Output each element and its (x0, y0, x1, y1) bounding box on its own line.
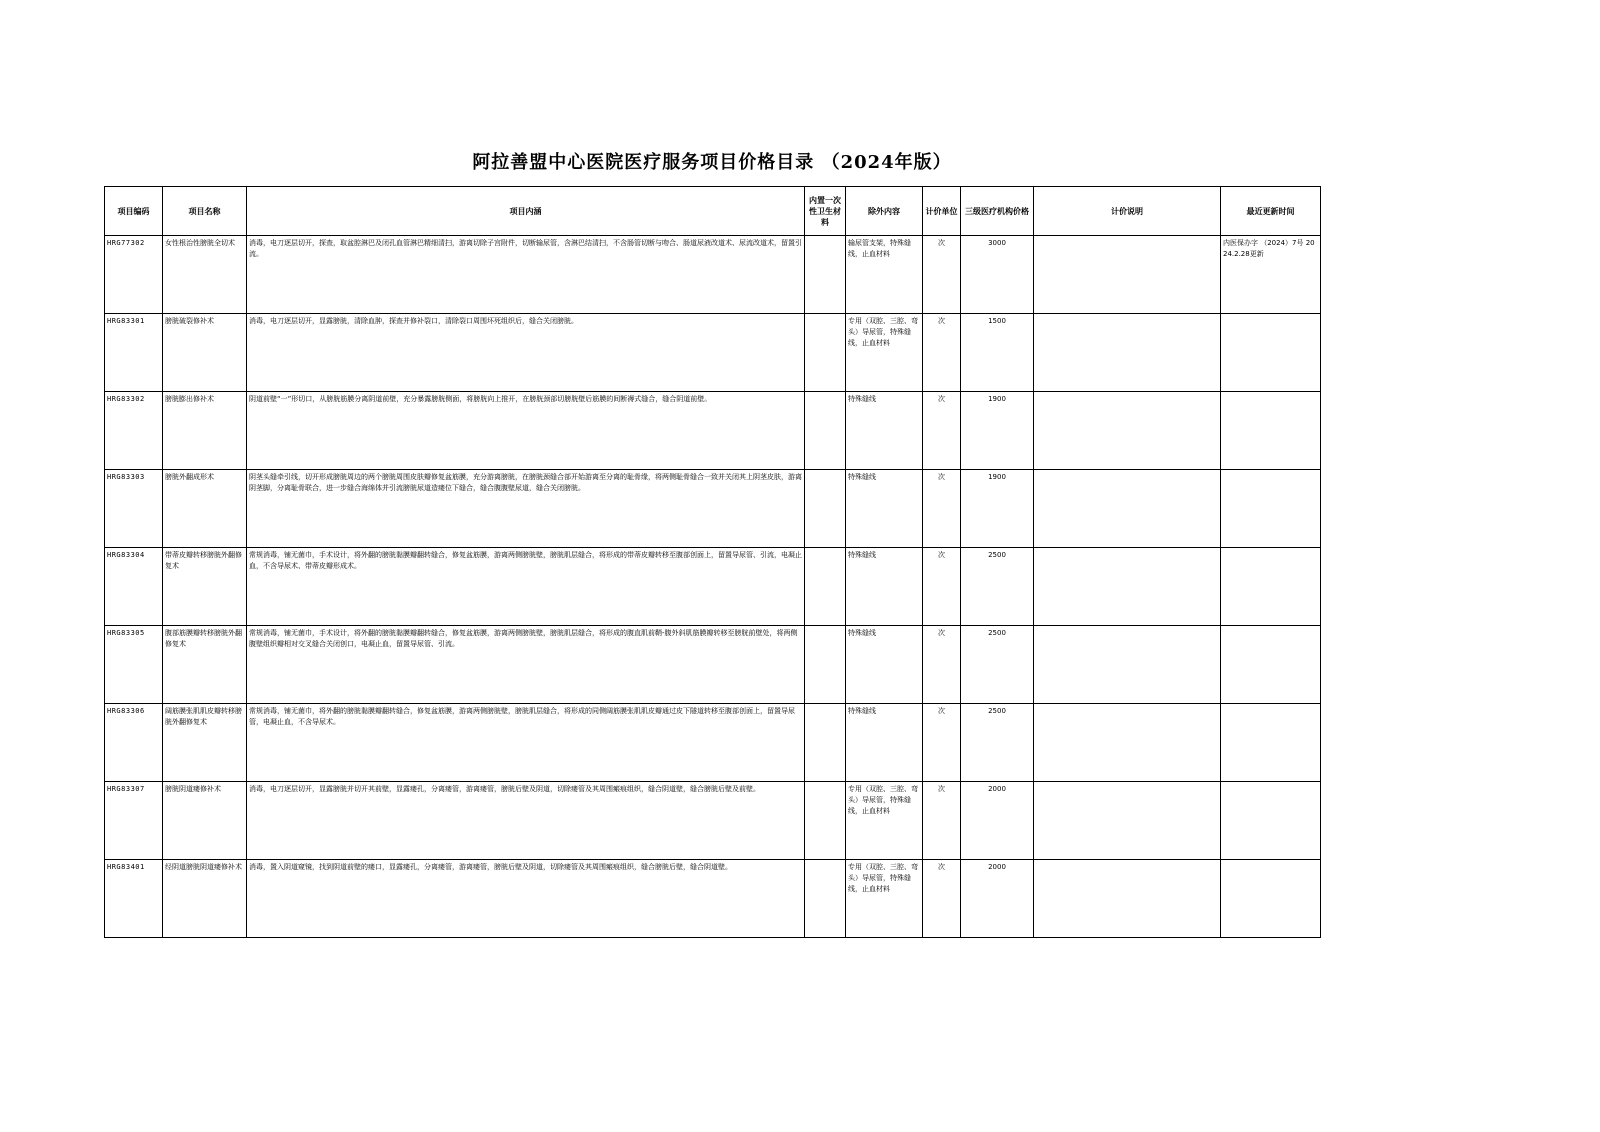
cell-disposable (805, 392, 846, 470)
cell-unit: 次 (923, 314, 961, 392)
cell-content: 阴茎头缝牵引线，切开形成膀胱周边的两个膀胱周围皮肤瓣修复盆筋膜，充分游离膀胱，在膀胱颈缝合部开始游离至分离的耻骨缘，将两侧耻骨缝合一致并关闭其上阴茎皮肤，游离阴茎脚，分离耻骨联合，进一步缝合海绵体并引流膀胱尿道造瘘位下缝合，缝合腹腹壁尿道，缝合关闭膀胱。 (247, 470, 805, 548)
cell-disposable (805, 470, 846, 548)
cell-updated (1221, 392, 1321, 470)
cell-name: 膀胱外翻成形术 (163, 470, 247, 548)
cell-excluded: 特殊缝线 (846, 704, 923, 782)
cell-note (1034, 704, 1221, 782)
cell-price: 3000 (961, 236, 1034, 314)
cell-excluded: 特殊缝线 (846, 626, 923, 704)
cell-disposable (805, 626, 846, 704)
cell-unit: 次 (923, 860, 961, 938)
header-content: 项目内涵 (247, 187, 805, 236)
cell-price: 2000 (961, 782, 1034, 860)
table-row (105, 236, 1321, 314)
cell-updated: 内医保办字 （2024）7号 2024.2.28更新 (1221, 236, 1321, 314)
table-header-row (105, 187, 1321, 236)
cell-updated (1221, 626, 1321, 704)
cell-name: 膀胱阴道瘘修补术 (163, 782, 247, 860)
cell-code: HRG83305 (105, 626, 163, 704)
cell-price: 1500 (961, 314, 1034, 392)
cell-note (1034, 782, 1221, 860)
cell-updated (1221, 860, 1321, 938)
cell-disposable (805, 548, 846, 626)
cell-note (1034, 626, 1221, 704)
table-row (105, 314, 1321, 392)
cell-unit: 次 (923, 236, 961, 314)
table-row (105, 392, 1321, 470)
table-row (105, 860, 1321, 938)
cell-code: HRG83303 (105, 470, 163, 548)
cell-content: 阴道前壁“一”形切口，从膀胱筋膜分离阴道前壁，充分暴露膀胱侧面，将膀胱向上推开，在膀胱颈部切膀胱壁后筋膜的间断褥式缝合，缝合阴道前壁。 (247, 392, 805, 470)
document-title: 阿拉善盟中心医院医疗服务项目价格目录 （2024年版） (472, 152, 952, 173)
cell-disposable (805, 860, 846, 938)
cell-disposable (805, 236, 846, 314)
cell-disposable (805, 782, 846, 860)
cell-price: 2500 (961, 704, 1034, 782)
cell-unit: 次 (923, 626, 961, 704)
cell-updated (1221, 704, 1321, 782)
cell-content: 常规消毒，铺无菌巾，手术设计，将外翻的膀胱黏膜瓣翻转缝合，修复盆筋膜，游离两侧膀胱壁，膀胱肌层缝合，将形成的带蒂皮瓣转移至腹部创面上，留置导尿管、引流，电凝止血，不含导尿术、带蒂皮瓣形成术。 (247, 548, 805, 626)
table-row (105, 470, 1321, 548)
header-unit: 计价单位 (923, 187, 961, 236)
cell-name: 女性根治性膀胱全切术 (163, 236, 247, 314)
cell-name: 阔筋膜张肌肌皮瓣转移膀胱外翻修复术 (163, 704, 247, 782)
price-table (104, 186, 1321, 938)
cell-unit: 次 (923, 392, 961, 470)
cell-code: HRG77302 (105, 236, 163, 314)
cell-name: 腹部筋膜瓣转移膀胱外翻修复术 (163, 626, 247, 704)
cell-unit: 次 (923, 470, 961, 548)
cell-unit: 次 (923, 548, 961, 626)
cell-note (1034, 470, 1221, 548)
cell-code: HRG83401 (105, 860, 163, 938)
header-excluded: 除外内容 (846, 187, 923, 236)
cell-excluded: 输尿管支架，特殊缝线，止血材料 (846, 236, 923, 314)
cell-content: 常规消毒，铺无菌巾，手术设计，将外翻的膀胱黏膜瓣翻转缝合，修复盆筋膜，游离两侧膀胱壁，膀胱肌层缝合，将形成的腹直肌前鞘-腹外斜肌筋膜瓣转移至膀胱前壁处，将两侧腹壁组织瓣相对交叉缝合关闭创口，电凝止血，留置导尿管、引流。 (247, 626, 805, 704)
table-row (105, 782, 1321, 860)
cell-unit: 次 (923, 704, 961, 782)
cell-price: 2000 (961, 860, 1034, 938)
cell-content: 消毒，置入阴道窥镜，找到阴道前壁的瘘口，显露瘘孔，分离瘘管，游离瘘管，膀胱后壁及阴道，切除瘘管及其周围瘢痕组织，缝合膀胱后壁，缝合阴道壁。 (247, 860, 805, 938)
cell-content: 消毒，电刀逐层切开，显露膀胱，清除血肿，探查并修补裂口，清除裂口周围坏死组织后，缝合关闭膀胱。 (247, 314, 805, 392)
cell-disposable (805, 314, 846, 392)
cell-code: HRG83304 (105, 548, 163, 626)
cell-content: 常规消毒，铺无菌巾，将外翻的膀胱黏膜瓣翻转缝合，修复盆筋膜，游离两侧膀胱壁，膀胱肌层缝合，将形成的同侧阔筋膜张肌肌皮瓣通过皮下隧道转移至腹部创面上，留置导尿管，电凝止血，不含导尿术。 (247, 704, 805, 782)
cell-name: 经阴道膀胱阴道瘘修补术 (163, 860, 247, 938)
cell-content: 消毒，电刀逐层切开，探查，取盆腔淋巴及闭孔血管淋巴精细清扫，游离切除子宫附件，切断输尿管，含淋巴结清扫，不含肠管切断与吻合、肠道尿液改道术、尿流改道术，留置引流。 (247, 236, 805, 314)
table-row (105, 704, 1321, 782)
cell-updated (1221, 782, 1321, 860)
cell-disposable (805, 704, 846, 782)
cell-note (1034, 236, 1221, 314)
cell-note (1034, 314, 1221, 392)
cell-excluded: 专用（双腔、三腔、弯头）导尿管，特殊缝线，止血材料 (846, 314, 923, 392)
cell-price: 1900 (961, 470, 1034, 548)
cell-code: HRG83301 (105, 314, 163, 392)
header-disposable: 内置一次性卫生材料 (805, 187, 846, 236)
header-note: 计价说明 (1034, 187, 1221, 236)
cell-code: HRG83302 (105, 392, 163, 470)
cell-note (1034, 392, 1221, 470)
cell-name: 带蒂皮瓣转移膀胱外翻修复术 (163, 548, 247, 626)
cell-excluded: 特殊缝线 (846, 548, 923, 626)
cell-code: HRG83306 (105, 704, 163, 782)
cell-excluded: 特殊缝线 (846, 392, 923, 470)
cell-name: 膀胱破裂修补术 (163, 314, 247, 392)
header-price: 三级医疗机构价格 (961, 187, 1034, 236)
cell-code: HRG83307 (105, 782, 163, 860)
header-code: 项目编码 (105, 187, 163, 236)
cell-note (1034, 860, 1221, 938)
cell-excluded: 专用（双腔、三腔、弯头）导尿管，特殊缝线，止血材料 (846, 782, 923, 860)
header-name: 项目名称 (163, 187, 247, 236)
cell-name: 膀胱膨出修补术 (163, 392, 247, 470)
cell-price: 1900 (961, 392, 1034, 470)
cell-unit: 次 (923, 782, 961, 860)
cell-updated (1221, 548, 1321, 626)
cell-excluded: 特殊缝线 (846, 470, 923, 548)
cell-updated (1221, 470, 1321, 548)
cell-content: 消毒，电刀逐层切开，显露膀胱并切开其前壁，显露瘘孔，分离瘘管，游离瘘管，膀胱后壁及阴道，切除瘘管及其周围瘢痕组织，缝合阴道壁，缝合膀胱后壁及前壁。 (247, 782, 805, 860)
table-row (105, 626, 1321, 704)
cell-price: 2500 (961, 548, 1034, 626)
cell-excluded: 专用（双腔、三腔、弯头）导尿管，特殊缝线，止血材料 (846, 860, 923, 938)
header-updated: 最近更新时间 (1221, 187, 1321, 236)
cell-updated (1221, 314, 1321, 392)
cell-note (1034, 548, 1221, 626)
cell-price: 2500 (961, 626, 1034, 704)
table-row (105, 548, 1321, 626)
